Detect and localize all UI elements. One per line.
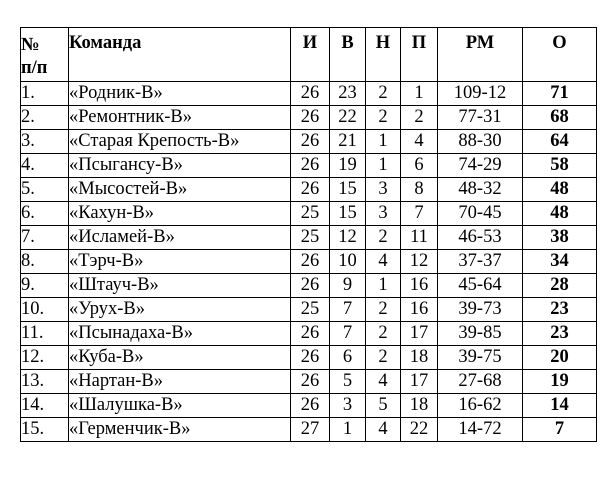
- cell-team: «Нартан-В»: [69, 370, 291, 394]
- cell-team: «Куба-В»: [69, 346, 291, 370]
- cell-number: 5.: [21, 178, 69, 202]
- table-row: [21, 322, 597, 346]
- cell-number: 9.: [21, 274, 69, 298]
- cell-goals: 39-75: [438, 346, 523, 370]
- cell-games: 26: [291, 154, 330, 178]
- cell-games: 25: [291, 226, 330, 250]
- header-row: [21, 28, 597, 82]
- cell-games: 26: [291, 322, 330, 346]
- cell-number: 15.: [21, 418, 69, 442]
- standings-table: [20, 27, 597, 442]
- cell-draws: 2: [366, 298, 401, 322]
- cell-number: 10.: [21, 298, 69, 322]
- cell-wins: 10: [330, 250, 366, 274]
- cell-goals: 88-30: [438, 130, 523, 154]
- header-number: [21, 28, 69, 82]
- cell-losses: 2: [401, 106, 438, 130]
- cell-wins: 19: [330, 154, 366, 178]
- header-draws: Н: [366, 28, 401, 82]
- cell-goals: 77-31: [438, 106, 523, 130]
- cell-points: 23: [523, 322, 597, 346]
- cell-draws: 1: [366, 154, 401, 178]
- cell-games: 26: [291, 82, 330, 106]
- header-number-line2: п/п: [21, 58, 48, 79]
- cell-games: 26: [291, 274, 330, 298]
- cell-team: «Старая Крепость-В»: [69, 130, 291, 154]
- cell-points: 28: [523, 274, 597, 298]
- cell-number: 13.: [21, 370, 69, 394]
- cell-goals: 74-29: [438, 154, 523, 178]
- cell-points: 7: [523, 418, 597, 442]
- cell-goals: 46-53: [438, 226, 523, 250]
- table-row: [21, 82, 597, 106]
- cell-draws: 4: [366, 370, 401, 394]
- cell-wins: 5: [330, 370, 366, 394]
- cell-draws: 3: [366, 178, 401, 202]
- cell-goals: 16-62: [438, 394, 523, 418]
- header-points: О: [523, 28, 597, 82]
- cell-games: 26: [291, 130, 330, 154]
- cell-losses: 16: [401, 274, 438, 298]
- cell-losses: 18: [401, 346, 438, 370]
- header-number-line1: №: [21, 35, 40, 55]
- cell-wins: 1: [330, 418, 366, 442]
- table-row: [21, 154, 597, 178]
- cell-team: «Псынадаха-В»: [69, 322, 291, 346]
- cell-games: 26: [291, 394, 330, 418]
- cell-number: 11.: [21, 322, 69, 346]
- table-row: [21, 250, 597, 274]
- cell-points: 20: [523, 346, 597, 370]
- cell-number: 12.: [21, 346, 69, 370]
- cell-team: «Псыгансу-В»: [69, 154, 291, 178]
- cell-losses: 16: [401, 298, 438, 322]
- table-row: [21, 346, 597, 370]
- cell-draws: 1: [366, 274, 401, 298]
- table-row: [21, 418, 597, 442]
- cell-team: «Исламей-В»: [69, 226, 291, 250]
- cell-team: «Штауч-В»: [69, 274, 291, 298]
- cell-draws: 2: [366, 226, 401, 250]
- cell-wins: 15: [330, 202, 366, 226]
- cell-goals: 39-85: [438, 322, 523, 346]
- cell-games: 26: [291, 346, 330, 370]
- cell-games: 26: [291, 178, 330, 202]
- cell-team: «Тэрч-В»: [69, 250, 291, 274]
- cell-number: 6.: [21, 202, 69, 226]
- cell-goals: 70-45: [438, 202, 523, 226]
- cell-number: 2.: [21, 106, 69, 130]
- cell-team: «Мысостей-В»: [69, 178, 291, 202]
- table-row: [21, 178, 597, 202]
- cell-goals: 45-64: [438, 274, 523, 298]
- cell-games: 26: [291, 370, 330, 394]
- cell-points: 58: [523, 154, 597, 178]
- cell-wins: 9: [330, 274, 366, 298]
- cell-wins: 22: [330, 106, 366, 130]
- cell-games: 25: [291, 298, 330, 322]
- cell-points: 34: [523, 250, 597, 274]
- cell-losses: 12: [401, 250, 438, 274]
- cell-losses: 11: [401, 226, 438, 250]
- table-row: [21, 394, 597, 418]
- cell-goals: 27-68: [438, 370, 523, 394]
- table-body: [21, 82, 597, 442]
- cell-points: 48: [523, 202, 597, 226]
- cell-draws: 3: [366, 202, 401, 226]
- cell-draws: 5: [366, 394, 401, 418]
- cell-number: 4.: [21, 154, 69, 178]
- cell-draws: 4: [366, 418, 401, 442]
- cell-losses: 17: [401, 322, 438, 346]
- cell-losses: 7: [401, 202, 438, 226]
- cell-points: 48: [523, 178, 597, 202]
- table-row: [21, 274, 597, 298]
- cell-wins: 12: [330, 226, 366, 250]
- header-wins: В: [330, 28, 366, 82]
- cell-wins: 21: [330, 130, 366, 154]
- header-team: Команда: [69, 28, 291, 82]
- table-row: [21, 130, 597, 154]
- cell-wins: 6: [330, 346, 366, 370]
- cell-draws: 2: [366, 82, 401, 106]
- cell-losses: 1: [401, 82, 438, 106]
- table-row: [21, 202, 597, 226]
- cell-number: 14.: [21, 394, 69, 418]
- cell-goals: 39-73: [438, 298, 523, 322]
- cell-team: «Герменчик-В»: [69, 418, 291, 442]
- cell-wins: 15: [330, 178, 366, 202]
- cell-draws: 1: [366, 130, 401, 154]
- cell-goals: 14-72: [438, 418, 523, 442]
- cell-draws: 4: [366, 250, 401, 274]
- cell-number: 7.: [21, 226, 69, 250]
- cell-losses: 6: [401, 154, 438, 178]
- cell-games: 25: [291, 202, 330, 226]
- cell-draws: 2: [366, 346, 401, 370]
- cell-points: 14: [523, 394, 597, 418]
- cell-points: 38: [523, 226, 597, 250]
- header-losses: П: [401, 28, 438, 82]
- cell-losses: 17: [401, 370, 438, 394]
- cell-points: 64: [523, 130, 597, 154]
- cell-number: 1.: [21, 82, 69, 106]
- cell-points: 68: [523, 106, 597, 130]
- cell-wins: 7: [330, 322, 366, 346]
- cell-points: 23: [523, 298, 597, 322]
- cell-team: «Ремонтник-В»: [69, 106, 291, 130]
- cell-draws: 2: [366, 106, 401, 130]
- cell-number: 8.: [21, 250, 69, 274]
- cell-draws: 2: [366, 322, 401, 346]
- cell-losses: 18: [401, 394, 438, 418]
- cell-goals: 109-12: [438, 82, 523, 106]
- cell-points: 19: [523, 370, 597, 394]
- cell-goals: 37-37: [438, 250, 523, 274]
- table-row: [21, 298, 597, 322]
- cell-games: 26: [291, 250, 330, 274]
- cell-games: 27: [291, 418, 330, 442]
- cell-losses: 8: [401, 178, 438, 202]
- cell-wins: 3: [330, 394, 366, 418]
- cell-team: «Кахун-В»: [69, 202, 291, 226]
- cell-team: «Родник-В»: [69, 82, 291, 106]
- cell-wins: 23: [330, 82, 366, 106]
- table-row: [21, 226, 597, 250]
- cell-team: «Шалушка-В»: [69, 394, 291, 418]
- cell-losses: 22: [401, 418, 438, 442]
- cell-wins: 7: [330, 298, 366, 322]
- cell-losses: 4: [401, 130, 438, 154]
- cell-number: 3.: [21, 130, 69, 154]
- cell-team: «Урух-В»: [69, 298, 291, 322]
- cell-points: 71: [523, 82, 597, 106]
- cell-goals: 48-32: [438, 178, 523, 202]
- header-goals: РМ: [438, 28, 523, 82]
- cell-games: 26: [291, 106, 330, 130]
- table-row: [21, 370, 597, 394]
- table-row: [21, 106, 597, 130]
- header-games: И: [291, 28, 330, 82]
